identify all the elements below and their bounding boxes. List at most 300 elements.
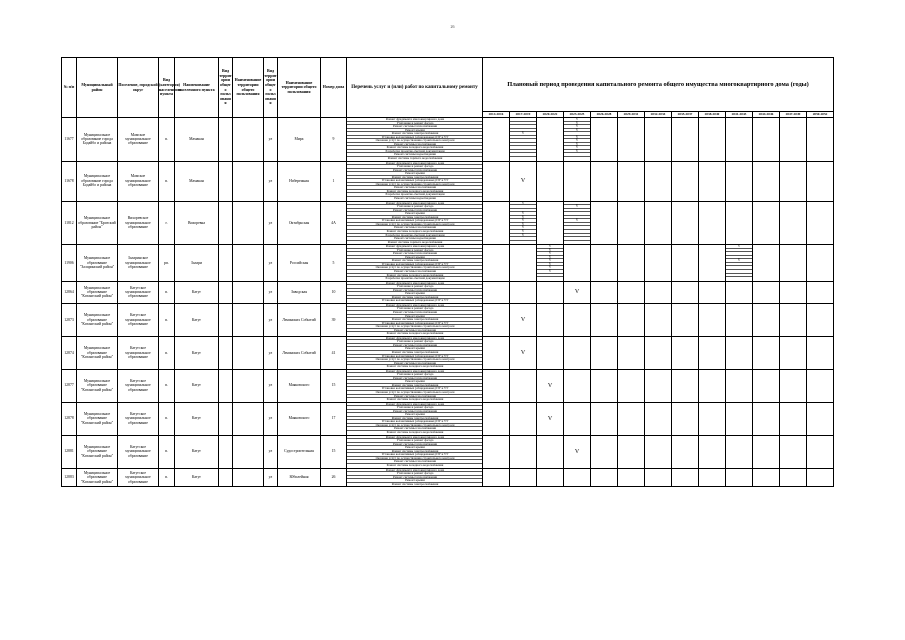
year-cell bbox=[510, 369, 537, 402]
district-name: Муниципальное образование "Катангский район" bbox=[77, 468, 118, 487]
year-header-2023-2025: 2023-2025 bbox=[564, 112, 591, 118]
repair-mark: V bbox=[564, 146, 590, 150]
col-header-settlement-name: Наименование населенного пункта bbox=[175, 58, 219, 118]
district-name: Муниципальное образование города Бодайбо и района bbox=[77, 161, 118, 201]
col-header-settlement: Поселение, городской округ bbox=[118, 58, 159, 118]
work-item: Ремонт фундамента многоквартирного дома bbox=[347, 245, 482, 249]
year-cell bbox=[510, 468, 537, 487]
house-number: 9 bbox=[321, 118, 347, 162]
house-number: 17 bbox=[321, 402, 347, 435]
district-name: Муниципальное образование "Катангский район" bbox=[77, 281, 118, 303]
settlement-name: Катугское муниципальное образование bbox=[118, 369, 159, 402]
work-item: Разработка проектно-сметной документации bbox=[347, 150, 482, 154]
year-cell bbox=[564, 281, 591, 303]
year-cell bbox=[672, 336, 699, 369]
year-cell bbox=[591, 118, 618, 162]
col-header-settlement-type: Вид (категория) населенного пункта bbox=[159, 58, 175, 118]
year-cell bbox=[645, 435, 672, 468]
area-name-empty bbox=[233, 468, 264, 487]
area-name-empty bbox=[233, 245, 264, 281]
year-cell bbox=[645, 281, 672, 303]
year-cell bbox=[483, 161, 510, 201]
row-number: 12874 bbox=[62, 336, 77, 369]
work-item: Утепление и ремонт фасада bbox=[347, 285, 482, 289]
work-item: Оказание услуг по осуществлению строительного контроля bbox=[347, 457, 482, 461]
year-cell bbox=[618, 201, 645, 245]
work-item: Ремонт системы газоснабжения bbox=[347, 226, 482, 230]
work-item: Оказание услуг по осуществлению строительного контроля bbox=[347, 183, 482, 187]
year-cell bbox=[672, 118, 699, 162]
year-cell bbox=[510, 201, 537, 245]
house-number: 5 bbox=[321, 245, 347, 281]
works-list bbox=[347, 281, 483, 303]
work-item: Оказание услуг по осуществлению строительного контроля bbox=[347, 325, 482, 329]
year-cell bbox=[699, 245, 726, 281]
street-name: Ленинских Событий bbox=[278, 303, 321, 336]
work-item: Ремонт системы горячего водоснабжения bbox=[387, 156, 443, 161]
year-cell bbox=[537, 369, 564, 402]
year-cell bbox=[780, 201, 807, 245]
year-header-2041-2043: 2041-2043 bbox=[726, 112, 753, 118]
year-cell bbox=[618, 281, 645, 303]
year-cell bbox=[483, 281, 510, 303]
year-cell bbox=[807, 336, 834, 369]
works-list bbox=[347, 468, 483, 487]
year-cell bbox=[807, 369, 834, 402]
work-item: Ремонт системы водоотведения bbox=[347, 153, 482, 157]
work-item: Ремонт крыши bbox=[347, 172, 482, 176]
work-item: Ремонт фундамента многоквартирного дома bbox=[347, 337, 482, 341]
settlement-type: п. bbox=[159, 369, 175, 402]
row-number: 11906 bbox=[62, 245, 77, 281]
year-cell bbox=[672, 281, 699, 303]
year-cell bbox=[564, 435, 591, 468]
street-type: ул bbox=[264, 336, 278, 369]
year-cell bbox=[564, 369, 591, 402]
year-cell bbox=[483, 245, 510, 281]
work-item: Ремонт фундамента многоквартирного дома bbox=[347, 202, 482, 206]
year-header-2020-2022: 2020-2022 bbox=[537, 112, 564, 118]
area-type-empty bbox=[219, 245, 233, 281]
repair-mark: V bbox=[537, 256, 563, 260]
area-type-empty bbox=[219, 402, 233, 435]
year-cell bbox=[753, 369, 780, 402]
work-item: Ремонт крыши bbox=[347, 212, 482, 216]
year-cell bbox=[591, 402, 618, 435]
work-item: Ремонт системы теплоснабжения bbox=[347, 252, 482, 256]
year-cell bbox=[591, 336, 618, 369]
work-item: Утепление и ремонт фасада bbox=[347, 122, 482, 126]
year-cell bbox=[753, 161, 780, 201]
work-item: Утепление и ремонт фасада bbox=[347, 307, 482, 311]
year-header-2032-2034: 2032-2034 bbox=[645, 112, 672, 118]
street-name: Маяковского bbox=[278, 369, 321, 402]
repair-mark: V bbox=[510, 230, 536, 234]
area-type-empty bbox=[219, 468, 233, 487]
work-item: Оказание услуг по осуществлению строительного контроля bbox=[347, 266, 482, 270]
year-cell bbox=[591, 468, 618, 487]
work-item: Ремонт системы теплоснабжения bbox=[347, 476, 482, 480]
area-name-empty bbox=[233, 402, 264, 435]
area-name-empty bbox=[233, 336, 264, 369]
work-item: Ремонт системы электроснабжения bbox=[347, 417, 482, 421]
col-header-area-type: Вид террит ории общег о польз овани я bbox=[219, 58, 233, 118]
table-row bbox=[62, 468, 834, 487]
district-name: Муниципальное образование "Катангский район" bbox=[77, 336, 118, 369]
street-type: ул bbox=[264, 281, 278, 303]
house-number: 15 bbox=[321, 369, 347, 402]
work-item: Установка коллективных (общедомовых) ПУ и УУ bbox=[347, 136, 482, 140]
table-row bbox=[62, 245, 834, 281]
street-type: ул bbox=[264, 118, 278, 162]
col-header-area-type-2: Вид террит ории общег о польз овани я bbox=[264, 58, 278, 118]
repair-mark: V bbox=[537, 245, 563, 249]
house-number: 26 bbox=[321, 468, 347, 487]
col-header-house-number: Номер дома bbox=[321, 58, 347, 118]
area-name-empty bbox=[233, 161, 264, 201]
year-cell bbox=[699, 468, 726, 487]
repair-mark: V bbox=[726, 259, 752, 263]
works-list bbox=[347, 303, 483, 336]
row-number: 12877 bbox=[62, 369, 77, 402]
work-item: Ремонт системы газоснабжения bbox=[347, 427, 482, 431]
work-item: Оказание услуг по осуществлению строительного контроля bbox=[347, 139, 482, 143]
year-cell bbox=[726, 336, 753, 369]
area-name-empty bbox=[233, 118, 264, 162]
year-cell bbox=[591, 435, 618, 468]
settlement-type: п. bbox=[159, 161, 175, 201]
capital-repair-table bbox=[61, 57, 834, 487]
work-item: Ремонт системы холодного водоснабжения bbox=[347, 230, 482, 234]
year-cell bbox=[645, 369, 672, 402]
repair-mark: V bbox=[564, 150, 590, 154]
year-cell bbox=[780, 336, 807, 369]
locality-name: Вихоревка bbox=[175, 201, 219, 245]
year-cell bbox=[537, 118, 564, 162]
year-cell bbox=[618, 435, 645, 468]
street-type: ул bbox=[264, 468, 278, 487]
work-item: Ремонт системы газоснабжения bbox=[347, 460, 482, 464]
year-cell bbox=[726, 118, 753, 162]
col-header-period: Плановый период проведения капитального ремонта общего имущества многоквартирного дома (годы) bbox=[483, 58, 834, 112]
house-number: 1 bbox=[321, 161, 347, 201]
work-item: Ремонт крыши bbox=[347, 292, 482, 296]
capital-repair-table-sheet bbox=[61, 57, 828, 487]
year-cell bbox=[753, 435, 780, 468]
work-item: Ремонт крыши bbox=[347, 129, 482, 133]
locality-name: Катуг bbox=[175, 435, 219, 468]
work-item: Ремонт системы теплоснабжения bbox=[347, 344, 482, 348]
street-type: ул bbox=[264, 201, 278, 245]
year-cell bbox=[672, 435, 699, 468]
repair-mark: V bbox=[564, 122, 590, 126]
street-name: Юбилейная bbox=[278, 468, 321, 487]
year-cell bbox=[537, 435, 564, 468]
street-type: ул bbox=[264, 245, 278, 281]
work-item: Ремонт системы холодного водоснабжения bbox=[386, 397, 444, 402]
locality-name: Мамакан bbox=[175, 161, 219, 201]
year-cell bbox=[618, 402, 645, 435]
district-name: Муниципальное образование "Катангский район" bbox=[77, 369, 118, 402]
repair-mark: V bbox=[537, 249, 563, 253]
year-cell bbox=[483, 201, 510, 245]
year-subcell bbox=[537, 277, 563, 281]
settlement-name: Катугское муниципальное образование bbox=[118, 402, 159, 435]
district-name: Муниципальное образование "Заларинский район" bbox=[77, 245, 118, 281]
work-item: Ремонт фундамента многоквартирного дома bbox=[347, 304, 482, 308]
work-item: Утепление и ремонт фасада bbox=[347, 373, 482, 377]
year-cell bbox=[672, 468, 699, 487]
year-cell bbox=[807, 402, 834, 435]
area-name-empty bbox=[233, 201, 264, 245]
year-cell bbox=[537, 161, 564, 201]
year-cell bbox=[537, 336, 564, 369]
repair-mark: V bbox=[564, 118, 590, 122]
table-row bbox=[62, 336, 834, 369]
year-subcell bbox=[510, 241, 536, 245]
work-item: Ремонт системы электроснабжения bbox=[347, 216, 482, 220]
repair-mark: V bbox=[547, 382, 553, 389]
work-item: Ремонт системы теплоснабжения bbox=[347, 311, 482, 315]
year-subcell bbox=[726, 277, 752, 281]
year-cell bbox=[537, 245, 564, 281]
year-header-2035-2037: 2035-2037 bbox=[672, 112, 699, 118]
work-item: Ремонт системы холодного водоснабжения bbox=[347, 190, 482, 194]
settlement-type: п. bbox=[159, 468, 175, 487]
work-item: Ремонт крыши bbox=[347, 256, 482, 260]
year-cell bbox=[645, 303, 672, 336]
area-type-empty bbox=[219, 281, 233, 303]
row-number: 11678 bbox=[62, 161, 77, 201]
year-cell bbox=[510, 336, 537, 369]
work-item: Ремонт системы электроснабжения bbox=[347, 384, 482, 388]
year-cell bbox=[645, 336, 672, 369]
work-item: Утепление и ремонт фасада bbox=[347, 340, 482, 344]
settlement-type: п. bbox=[159, 303, 175, 336]
works-list bbox=[347, 161, 483, 201]
year-cell bbox=[672, 402, 699, 435]
year-cell bbox=[726, 281, 753, 303]
work-item: Ремонт системы холодного водоснабжения bbox=[347, 146, 482, 150]
works-list bbox=[347, 118, 483, 162]
year-cell bbox=[618, 161, 645, 201]
year-cell bbox=[807, 245, 834, 281]
work-item: Ремонт системы теплоснабжения bbox=[347, 209, 482, 213]
locality-name: Залари bbox=[175, 245, 219, 281]
year-cell bbox=[699, 336, 726, 369]
work-item: Ремонт системы газоснабжения bbox=[347, 186, 482, 190]
street-name: Ленинских Событий bbox=[278, 336, 321, 369]
work-item: Ремонт системы электроснабжения bbox=[347, 259, 482, 263]
work-item: Ремонт фундамента многоквартирного дома bbox=[347, 436, 482, 440]
settlement-type: п. bbox=[159, 435, 175, 468]
table-body bbox=[62, 118, 834, 487]
work-item: Оказание услуг по осуществлению строительного контроля bbox=[347, 391, 482, 395]
year-cell bbox=[564, 161, 591, 201]
year-cell bbox=[699, 201, 726, 245]
year-cell bbox=[780, 161, 807, 201]
row-number: 12883 bbox=[62, 468, 77, 487]
year-cell bbox=[645, 161, 672, 201]
year-cell bbox=[564, 118, 591, 162]
year-cell bbox=[564, 303, 591, 336]
year-cell bbox=[726, 245, 753, 281]
year-cell bbox=[483, 435, 510, 468]
area-type-empty bbox=[219, 161, 233, 201]
street-name: Заводская bbox=[278, 281, 321, 303]
table-row bbox=[62, 201, 834, 245]
works-list bbox=[347, 245, 483, 281]
work-item: Утепление и ремонт фасада bbox=[347, 439, 482, 443]
year-cell bbox=[672, 161, 699, 201]
repair-mark: V bbox=[574, 289, 580, 296]
year-cell bbox=[780, 245, 807, 281]
area-name-empty bbox=[233, 303, 264, 336]
settlement-name: Мамское муниципальное образование bbox=[118, 118, 159, 162]
year-cell bbox=[780, 435, 807, 468]
locality-name: Катуг bbox=[175, 336, 219, 369]
year-cell bbox=[591, 303, 618, 336]
table-row bbox=[62, 369, 834, 402]
year-cell bbox=[672, 245, 699, 281]
year-cell bbox=[699, 281, 726, 303]
repair-mark: V bbox=[510, 226, 536, 230]
year-header-2038-2040: 2038-2040 bbox=[699, 112, 726, 118]
year-cell bbox=[483, 118, 510, 162]
table-row bbox=[62, 402, 834, 435]
year-cell bbox=[699, 402, 726, 435]
year-cell bbox=[726, 435, 753, 468]
repair-mark: V bbox=[510, 202, 536, 206]
repair-mark: V bbox=[564, 136, 590, 140]
work-item: Ремонт системы электроснабжения bbox=[347, 318, 482, 322]
year-header-2014-2016: 2014-2016 bbox=[483, 112, 510, 118]
house-number: 39 bbox=[321, 303, 347, 336]
street-type: ул bbox=[264, 435, 278, 468]
settlement-type: п. bbox=[159, 336, 175, 369]
year-cell bbox=[753, 468, 780, 487]
area-type-empty bbox=[219, 303, 233, 336]
row-number: 11677 bbox=[62, 118, 77, 162]
repair-mark: V bbox=[564, 129, 590, 133]
year-cell bbox=[780, 468, 807, 487]
year-subcell bbox=[564, 157, 590, 161]
col-header-area-name-2: Наименование территории общего пользования bbox=[278, 58, 321, 118]
year-cell bbox=[537, 201, 564, 245]
row-number: 12881 bbox=[62, 435, 77, 468]
year-cell bbox=[699, 435, 726, 468]
work-item: Ремонт системы электроснабжения bbox=[347, 132, 482, 136]
year-cell bbox=[483, 369, 510, 402]
year-header-2029-2031: 2029-2031 bbox=[618, 112, 645, 118]
work-item: Ремонт системы холодного водоснабжения bbox=[386, 430, 444, 435]
year-cell bbox=[753, 118, 780, 162]
work-item: Ремонт фундамента многоквартирного дома bbox=[347, 370, 482, 374]
work-item: Установка коллективных (общедомовых) ПУ и УУ bbox=[347, 453, 482, 457]
year-cell bbox=[510, 118, 537, 162]
settlement-name: Вихоревское муниципальное образование bbox=[118, 201, 159, 245]
row-number: 12878 bbox=[62, 402, 77, 435]
house-number: 41 bbox=[321, 336, 347, 369]
street-name: Судостроительная bbox=[278, 435, 321, 468]
work-item: Утепление и ремонт фасада bbox=[347, 249, 482, 253]
work-item: Ремонт системы горячего водоснабжения bbox=[387, 239, 443, 244]
area-name-empty bbox=[233, 369, 264, 402]
settlement-type: г. bbox=[159, 201, 175, 245]
locality-name: Катуг bbox=[175, 303, 219, 336]
year-cell bbox=[645, 468, 672, 487]
year-cell bbox=[564, 245, 591, 281]
work-item: Разработка проектно-сметной документации bbox=[347, 234, 482, 238]
year-cell bbox=[618, 336, 645, 369]
district-name: Муниципальное образование "Катангский район" bbox=[77, 435, 118, 468]
district-name: Муниципальное образование "Катангский район" bbox=[77, 303, 118, 336]
year-cell bbox=[591, 245, 618, 281]
col-header-district: Муниципальный район bbox=[77, 58, 118, 118]
street-type: ул bbox=[264, 161, 278, 201]
settlement-name: Мамское муниципальное образование bbox=[118, 161, 159, 201]
works-list bbox=[347, 435, 483, 468]
year-cell bbox=[537, 281, 564, 303]
page-number: 26 bbox=[450, 24, 455, 29]
year-cell bbox=[645, 201, 672, 245]
repair-mark: V bbox=[510, 132, 536, 136]
work-item: Установка коллективных (общедомовых) ПУ и УУ bbox=[347, 263, 482, 267]
area-type-empty bbox=[219, 435, 233, 468]
locality-name: Катуг bbox=[175, 468, 219, 487]
work-item: Установка коллективных (общедомовых) ПУ и УУ bbox=[347, 355, 482, 359]
work-item: Ремонт крыши bbox=[347, 446, 482, 450]
work-item: Ремонт системы газоснабжения bbox=[347, 362, 482, 366]
work-item: Ремонт системы холодного водоснабжения bbox=[386, 462, 444, 467]
year-cell bbox=[591, 161, 618, 201]
work-item: Ремонт крыши bbox=[347, 347, 482, 351]
year-cell bbox=[807, 281, 834, 303]
repair-mark: V bbox=[537, 266, 563, 270]
year-cell bbox=[618, 303, 645, 336]
row-number: 12873 bbox=[62, 303, 77, 336]
year-cell bbox=[753, 303, 780, 336]
street-type: ул bbox=[264, 369, 278, 402]
year-cell bbox=[537, 303, 564, 336]
year-cell bbox=[564, 402, 591, 435]
repair-mark: V bbox=[537, 252, 563, 256]
work-item: Установка коллективных (общедомовых) ПУ и УУ bbox=[347, 387, 482, 391]
street-type: ул bbox=[264, 402, 278, 435]
col-header-num: № п/п bbox=[62, 58, 77, 118]
year-cell bbox=[753, 336, 780, 369]
work-item: Разработка проектно-сметной документации bbox=[385, 276, 445, 281]
year-cell bbox=[780, 303, 807, 336]
work-item: Ремонт крыши bbox=[347, 413, 482, 417]
year-cell bbox=[807, 161, 834, 201]
work-item: Оказание услуг по осуществлению строительного контроля bbox=[347, 223, 482, 227]
table-row bbox=[62, 303, 834, 336]
year-cell bbox=[510, 303, 537, 336]
year-cell bbox=[672, 303, 699, 336]
repair-mark: V bbox=[564, 219, 590, 223]
area-type-empty bbox=[219, 201, 233, 245]
locality-name: Катуг bbox=[175, 402, 219, 435]
year-cell bbox=[780, 402, 807, 435]
work-item: Ремонт системы водоотведения bbox=[394, 196, 436, 201]
year-header-2026-2028: 2026-2028 bbox=[591, 112, 618, 118]
year-cell bbox=[726, 468, 753, 487]
table-row bbox=[62, 118, 834, 162]
works-list bbox=[347, 201, 483, 245]
year-cell bbox=[510, 435, 537, 468]
year-cell bbox=[780, 118, 807, 162]
